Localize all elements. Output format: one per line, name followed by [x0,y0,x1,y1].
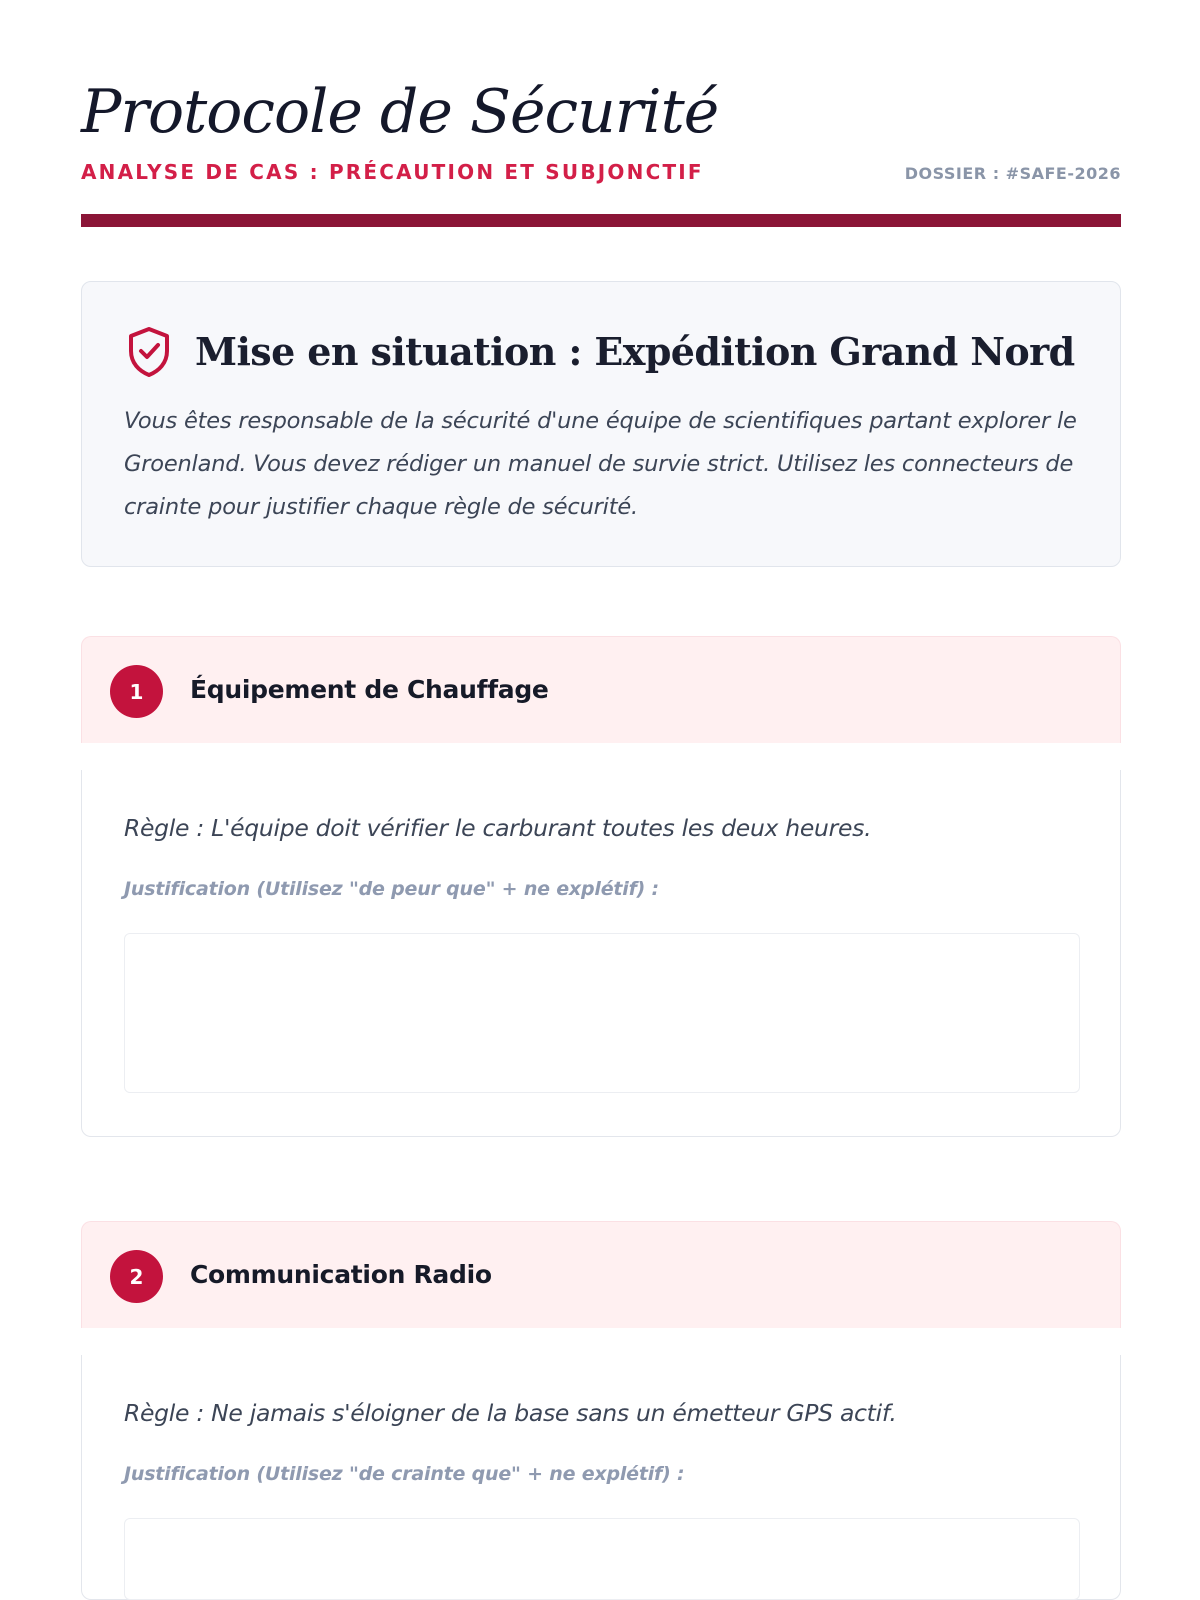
page-subtitle: ANALYSE DE CAS : PRÉCAUTION ET SUBJONCTIF [81,160,704,184]
justification-input[interactable] [124,933,1080,1093]
scenario-header [127,326,1075,378]
rule-statement: Règle : L'équipe doit vérifier le carburant toutes les deux heures. [124,814,872,842]
scenario-title: Mise en situation : Expédition Grand Nord [195,329,1075,374]
rule-card-header [81,636,1121,743]
dossier-reference: DOSSIER : #SAFE-2026 [904,164,1121,183]
rule-card-title: Communication Radio [190,1260,492,1289]
rule-card-header [81,1221,1121,1328]
step-number-badge: 1 [110,665,163,718]
header-divider [81,214,1121,227]
scenario-description: Vous êtes responsable de la sécurité d'une équipe de scientifiques partant explorer le Groenland. Vous devez rédiger un manuel de survie strict. Utilisez les connecteurs de crainte pour justifier chaque règle de sécurité. [124,408,1077,520]
justification-input[interactable] [124,1518,1080,1600]
justification-label: Justification (Utilisez "de crainte que" + ne explétif) : [124,1463,685,1485]
rule-card-title: Équipement de Chauffage [190,675,549,704]
rule-statement: Règle : Ne jamais s'éloigner de la base sans un émetteur GPS actif. [124,1399,897,1427]
page-header [81,0,1121,228]
worksheet-page [81,0,1121,1485]
rule-card-body [81,770,1121,1137]
shield-check-icon [127,326,171,378]
scenario-card [81,281,1121,567]
justification-label: Justification (Utilisez "de peur que" + ne explétif) : [124,878,659,900]
page-title: Protocole de Sécurité [81,77,719,147]
rule-card-body [81,1355,1121,1600]
step-number-badge: 2 [110,1250,163,1303]
